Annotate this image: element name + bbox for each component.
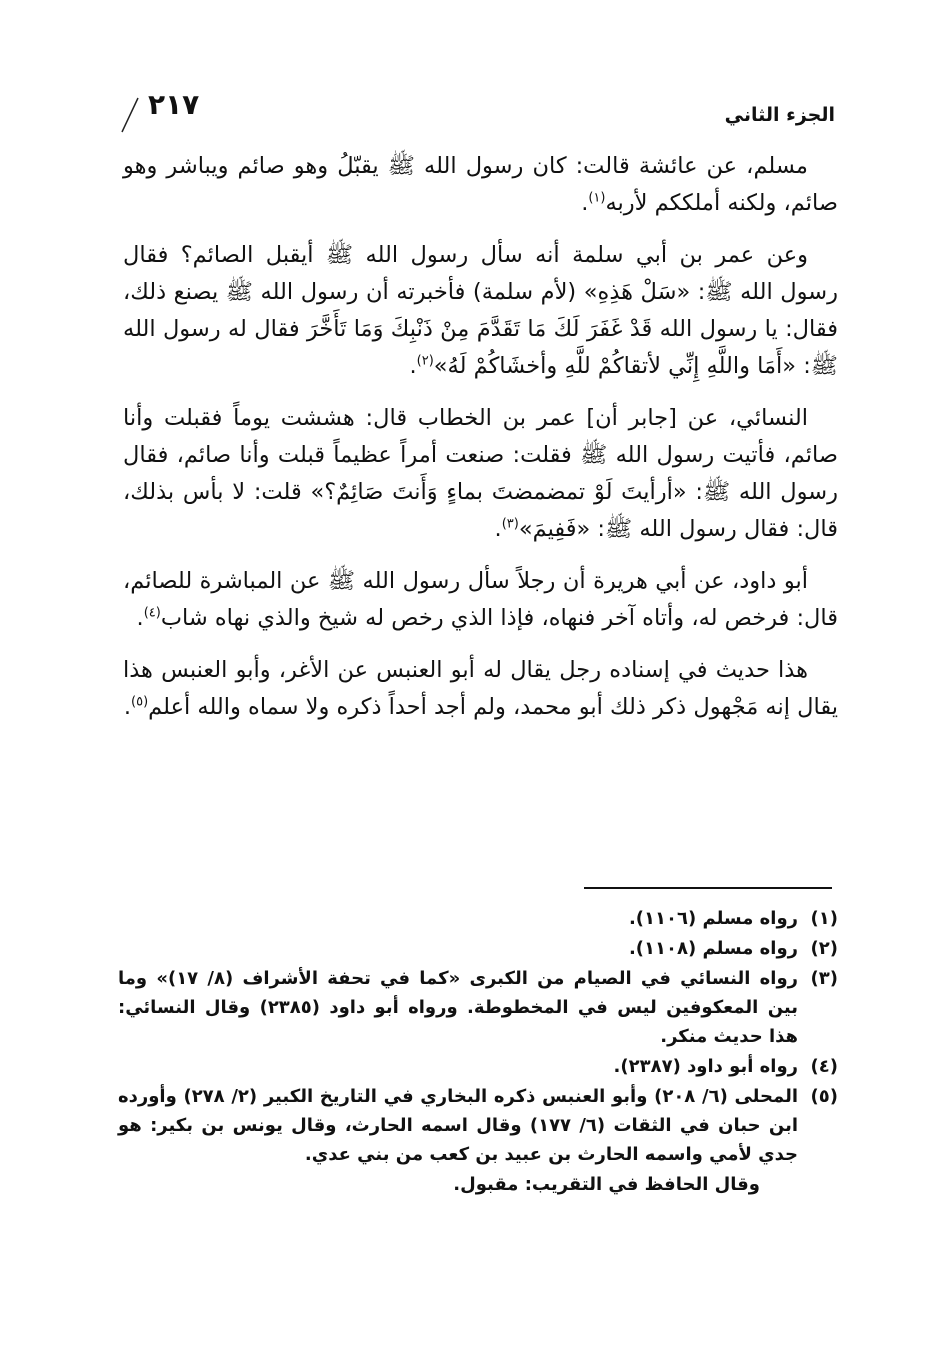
footnote-text: رواه مسلم (١١٠٦). xyxy=(628,908,798,929)
footnote-number: (١) xyxy=(810,908,838,929)
header-slash-mark xyxy=(118,96,142,134)
page-header xyxy=(110,88,845,138)
footnotes xyxy=(118,904,838,1200)
paragraph-text: وعن عمر بن أبي سلمة أنه سأل رسول الله ﷺ أيقبل الصائم؟ فقال رسول الله ﷺ: «سَلْ هَذِهِ» (لأم سلمة) فأخبرته أن رسول الله ﷺ يصنع ذلك، فقال: يا رسول الله قَدْ غَفَرَ لَكَ مَا تَقَدَّمَ مِنْ ذَنْبِكَ وَمَا تَأَخَّرَ فقال له رسول الله ﷺ: «أَمَا واللَّهِ إِنِّي لأتقاكُمْ للَّهِ وأخشَاكُمْ لَهُ» xyxy=(123,242,838,379)
footnote-text xyxy=(118,1082,798,1169)
footnote-text: رواه أبو داود (٢٣٨٧). xyxy=(613,1056,798,1077)
part-title: الجزء الثاني xyxy=(724,104,835,126)
paragraph-text: مسلم، عن عائشة قالت: كان رسول الله ﷺ يقبّلُ وهو صائم ويباشر وهو صائم، ولكنه أملككم لأربه xyxy=(123,153,838,216)
footnote-continuation xyxy=(118,1170,838,1199)
footnote-number: (٥) xyxy=(810,1086,838,1107)
main-text xyxy=(123,148,838,741)
paragraph-text: هذا حديث في إسناده رجل يقال له أبو العنبس عن الأغر، وأبو العنبس هذا يقال إنه مَجْهول ذكر ذلك أبو محمد، ولم أجد أحداً ذكره ولا سماه والله أعلم xyxy=(123,657,838,720)
paragraph: النسائي، عن [جابر أن] عمر بن الخطاب قال: هششت يوماً فقبلت وأنا صائم، فأتيت رسول الله ﷺ فقلت: صنعت أمراً عظيماً قبلت وأنا صائم، فقال رسول الله ﷺ: «أرأيتَ لَوْ تمضمضتَ بماءٍ وَأَنتَ صَائِمٌ؟» قلت: لا بأس بذلك، قال: فقال رسول الله ﷺ: «فَفِيمَ»$^{(٣)}$. xyxy=(123,405,838,542)
footnote-separator xyxy=(584,887,832,889)
footnote-text-extra: وقال الحافظ في التقريب: مقبول. xyxy=(453,1174,760,1195)
footnote-ref[interactable]: (٣) xyxy=(501,516,519,532)
paragraph: هذا حديث في إسناده رجل يقال له أبو العنبس عن الأغر، وأبو العنبس هذا يقال إنه مَجْهول ذكر ذلك أبو محمد، ولم أجد أحداً ذكره ولا سماه والله أعلم$^{(٥)}$. xyxy=(123,657,838,720)
footnote-number: (٣) xyxy=(810,968,838,989)
paragraph: وعن عمر بن أبي سلمة أنه سأل رسول الله ﷺ أيقبل الصائم؟ فقال رسول الله ﷺ: «سَلْ هَذِهِ» (لأم سلمة) فأخبرته أن رسول الله ﷺ يصنع ذلك، فقال: يا رسول الله قَدْ غَفَرَ لَكَ مَا تَقَدَّمَ مِنْ ذَنْبِكَ وَمَا تَأَخَّرَ فقال له رسول الله ﷺ: «أَمَا واللَّهِ إِنِّي لأتقاكُمْ للَّهِ وأخشَاكُمْ لَهُ»$^{(٢)}$. xyxy=(123,242,838,379)
footnote-ref[interactable]: (٥) xyxy=(131,694,149,710)
paragraph: مسلم، عن عائشة قالت: كان رسول الله ﷺ يقبّلُ وهو صائم ويباشر وهو صائم، ولكنه أملككم لأربه$^{(١)}$. xyxy=(123,153,838,216)
footnote-ref[interactable]: (٤) xyxy=(143,605,161,621)
paragraph: أبو داود، عن أبي هريرة أن رجلاً سأل رسول الله ﷺ عن المباشرة للصائم، قال: فرخص له، وأتاه آخر فنهاه، فإذا الذي رخص له شيخ والذي نهاه شاب$^{(٤)}$. xyxy=(123,568,838,631)
footnote-ref[interactable]: (١) xyxy=(588,190,606,206)
footnote-ref[interactable]: (٢) xyxy=(416,353,434,369)
page-number: ٢١٧ xyxy=(148,88,200,121)
paragraph-text: أبو داود، عن أبي هريرة أن رجلاً سأل رسول الله ﷺ عن المباشرة للصائم، قال: فرخص له، وأتاه آخر فنهاه، فإذا الذي رخص له شيخ والذي نهاه شاب xyxy=(123,568,838,631)
footnote-item xyxy=(118,1082,838,1169)
footnote-item xyxy=(118,964,838,1051)
footnote-text: رواه النسائي في الصيام من الكبرى «كما في تحفة الأشراف (٨/ ١٧)» وما بين المعكوفين ليس في المخطوطة. ورواه أبو داود (٢٣٨٥) وقال النسائي: هذا حديث منكر. xyxy=(118,968,799,1047)
footnote-item xyxy=(118,934,838,963)
footnote-number: (٤) xyxy=(810,1056,838,1077)
paragraph-text: النسائي، عن [جابر أن] عمر بن الخطاب قال: هششت يوماً فقبلت وأنا صائم، فأتيت رسول الله ﷺ فقلت: صنعت أمراً عظيماً قبلت وأنا صائم، فقال رسول الله ﷺ: «أرأيتَ لَوْ تمضمضتَ بماءٍ وَأَنتَ صَائِمٌ؟» قلت: لا بأس بذلك، قال: فقال رسول الله ﷺ: «فَفِيمَ» xyxy=(123,405,838,542)
footnote-number: (٢) xyxy=(810,938,838,959)
footnote-item xyxy=(118,1052,838,1081)
footnote-text-main: المحلى (٦/ ٢٠٨) وأبو العنبس ذكره البخاري في التاريخ الكبير (٢/ ٢٧٨) وأورده ابن حبان في الثقات (٦/ ١٧٧) وقال اسمه الحارث، وقال يونس بن بكير: هو جدي لأمي واسمه الحارث بن عبيد بن كعب من بني عدي. xyxy=(118,1086,799,1165)
footnote-item xyxy=(118,904,838,933)
footnote-text: رواه مسلم (١١٠٨). xyxy=(628,938,798,959)
